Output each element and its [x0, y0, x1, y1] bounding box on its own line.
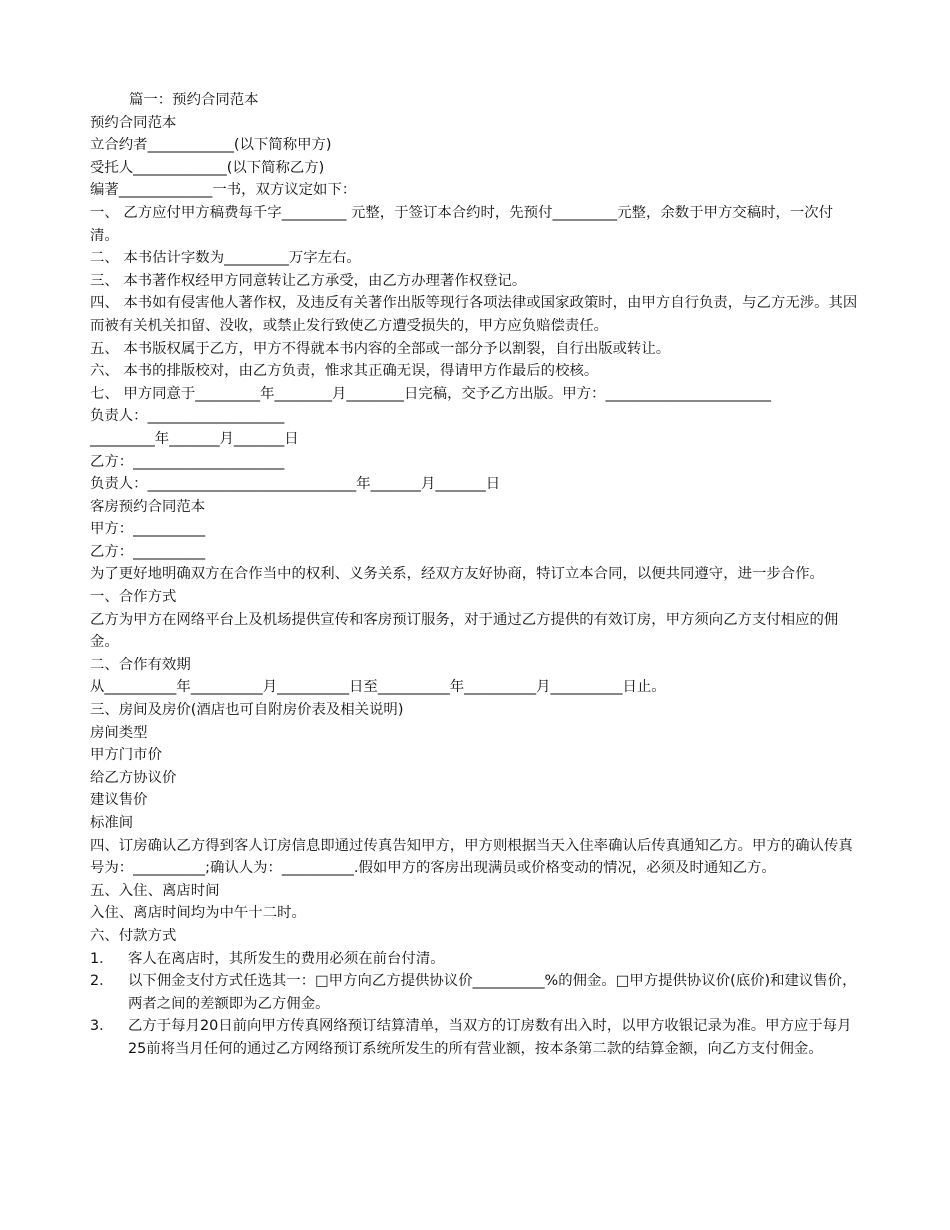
contract1-clause-2: 二、 本书估计字数为_________万字左右。: [90, 250, 361, 267]
contract1-clause-7: 七、 甲方同意于_________年________月________日完稿，交予乙方出版。甲方：_______________________: [90, 385, 771, 402]
contract1-clause-6: 六、 本书的排版校对，由乙方负责，惟求其正确无误，得请甲方作最后的校核。: [90, 363, 599, 380]
contract2-section-6-title: 六、付款方式: [90, 927, 177, 944]
payment-item: [90, 948, 860, 971]
contract2-section-5-body: 入住、离店时间均为中午十二时。: [90, 905, 306, 922]
contract1-sign-b: 乙方：_____________________: [90, 453, 285, 470]
payment-item: [90, 970, 860, 1015]
document-body: [90, 89, 860, 1061]
contract1-clause-3: 三、 本书著作权经甲方同意转让乙方承受，由乙方办理著作权登记。: [90, 272, 527, 289]
payment-item-text: 以下佣金支付方式任选其一：□甲方向乙方提供协议价__________%的佣金。□甲方提供协议价(底价)和建议售价，两者之间的差额即为乙方佣金。: [128, 973, 857, 1012]
contract2-section-1-body: 乙方为甲方在网络平台上及机场提供宣传和客房预订服务，对于通过乙方提供的有效订房，甲方须向乙方支付相应的佣金。: [90, 611, 839, 651]
payment-item: [90, 1015, 860, 1060]
payment-item-number: 2．: [90, 973, 114, 990]
contract2-section-4-body: 四、订房确认乙方得到客人订房信息即通过传真告知甲方，甲方则根据当天入住率确认后传真通知乙方。甲方的确认传真号为：__________;确认人为：__________.假如甲方的客房出现满员或价格变动的情况，必须及时通知乙方。: [90, 837, 853, 877]
room-table-line: 标准间: [90, 815, 134, 831]
room-table-line: 建议售价: [90, 792, 148, 809]
contract1-clause-4: 四、 本书如有侵害他人著作权，及违反有关著作出版等现行各项法律或国家政策时，由甲方自行负责，与乙方无涉。其因而被有关机关扣留、没收，或禁止发行致使乙方遭受损失的，甲方应负赔偿责任。: [90, 295, 858, 334]
payment-item-number: 1．: [90, 950, 114, 967]
contract2-party-a: 甲方：__________: [90, 521, 206, 538]
contract2-intro: 为了更好地明确双方在合作当中的权利、义务关系，经双方友好协商，特订立本合同，以便共同遵守，进一步合作。: [90, 566, 824, 583]
contract1-author: 编著_____________一书，双方议定如下：: [90, 182, 357, 199]
contract2-title: 客房预约合同范本: [90, 498, 206, 515]
room-table-line: 甲方门市价: [90, 747, 162, 764]
contract1-sign-b-rep: 负责人：_____________________________年_______月_______日: [90, 476, 501, 493]
contract2-section-2-title: 二、合作有效期: [90, 656, 191, 673]
payment-item-text: 乙方于每月20日前向甲方传真网络预订结算清单，当双方的订房数有出入时，以甲方收银记录为准。甲方应于每月25前将当月任何的通过乙方网络预订系统所发生的所有营业额，按本条第二款的结算金额，向乙方支付佣金。: [128, 1018, 852, 1057]
contract1-clause-1: 一、 乙方应付甲方稿费每千字_________ 元整，于签订本合约时，先预付_________元整，余数于甲方交稿时，一次付清。: [90, 204, 834, 244]
room-table-line: 房间类型: [90, 724, 148, 741]
document-heading: 篇一：预约合同范本: [129, 92, 259, 108]
contract2-party-b: 乙方：__________: [90, 543, 206, 560]
contract1-title: 预约合同范本: [90, 114, 177, 131]
contract1-party-b: 受托人_____________(以下简称乙方): [90, 159, 325, 176]
payment-item-text: 客人在离店时，其所发生的费用必须在前台付清。: [128, 950, 445, 967]
contract1-sign-a-date: _________年_______月_______日: [90, 430, 299, 447]
contract1-clause-5: 五、 本书版权属于乙方，甲方不得就本书内容的全部或一部分予以割裂，自行出版或转让。: [90, 340, 671, 357]
room-table-line: 给乙方协议价: [90, 769, 177, 786]
contract1-sign-a-rep: 负责人：___________________: [90, 408, 285, 425]
contract2-section-3-title: 三、房间及房价(酒店也可自附房价表及相关说明): [90, 702, 404, 719]
contract2-section-1-title: 一、合作方式: [90, 589, 177, 606]
contract1-party-a: 立合约者____________(以下简称甲方): [90, 137, 332, 154]
contract2-section-2-body: 从__________年__________月__________日至__________年__________月__________日止。: [90, 679, 666, 696]
payment-item-number: 3．: [90, 1018, 114, 1035]
contract2-section-5-title: 五、入住、离店时间: [90, 882, 220, 899]
